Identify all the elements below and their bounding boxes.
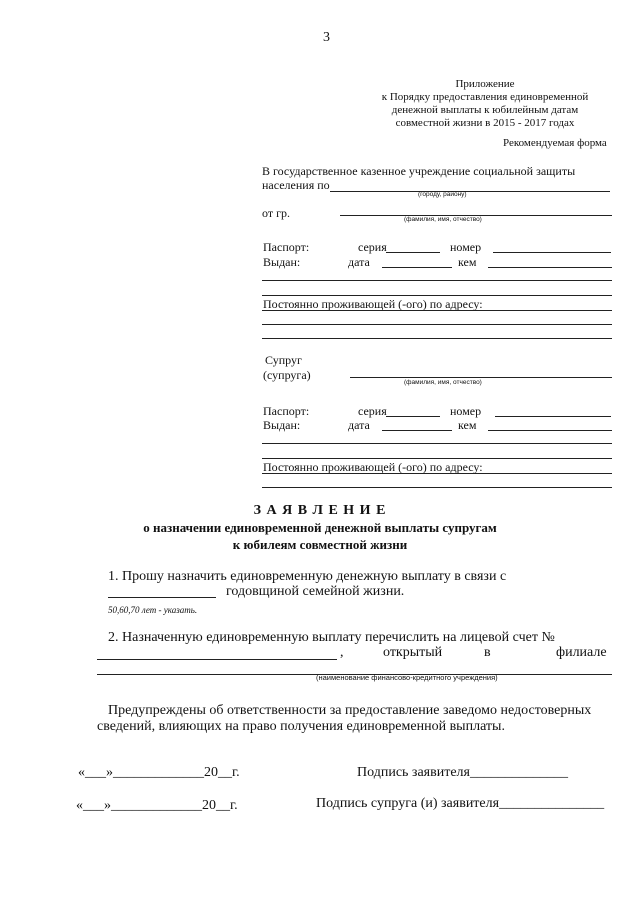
series-label: серия: [358, 240, 387, 254]
number-label: номер: [450, 404, 482, 418]
issued-by-line-2[interactable]: [262, 443, 612, 444]
address-line-2[interactable]: [262, 324, 612, 325]
appendix-block: [370, 78, 600, 130]
appendix-line3: совместной жизни в 2015 - 2017 годах: [395, 117, 575, 129]
separator-line: [262, 458, 612, 459]
document-title: З А Я В Л Е Н И Е: [253, 503, 387, 518]
issued-label: Выдан:: [263, 255, 301, 269]
address-line-1[interactable]: [262, 473, 612, 474]
appendix-line2: денежной выплаты к юбилейным датам: [391, 104, 579, 116]
passport-label: Паспорт:: [263, 240, 310, 254]
hint-spouse-fio: (фамилия, имя, отчество): [404, 379, 482, 386]
date-line[interactable]: [382, 430, 452, 431]
series-label: серия: [358, 404, 387, 418]
applicant-signature[interactable]: Подпись заявителя______________: [357, 765, 568, 780]
applicant-sign-date[interactable]: «___»_____________20__г.: [78, 765, 240, 780]
spouse-label-line1: Супруг: [265, 353, 302, 367]
passport-label: Паспорт:: [263, 404, 310, 418]
item1-note: 50,60,70 лет - указать.: [108, 605, 198, 615]
spouse-signature[interactable]: Подпись супруга (и) заявителя_______________: [316, 796, 605, 811]
document-subtitle-1: о назначении единовременной денежной выплаты супругам: [143, 520, 497, 535]
item2-hint: (наименование финансово-кредитного учреждения): [316, 673, 498, 682]
issued-by-line-2[interactable]: [262, 280, 612, 281]
item2-branch: филиале: [556, 645, 607, 660]
item2-comma: ,: [340, 645, 344, 660]
series-line[interactable]: [386, 416, 440, 417]
item2-opened: открытый: [383, 645, 443, 660]
number-line[interactable]: [495, 416, 611, 417]
issued-by-line[interactable]: [488, 267, 612, 268]
residence-label: Постоянно проживающей (-ого) по адресу:: [263, 297, 483, 311]
issued-label: Выдан:: [263, 418, 301, 432]
number-label: номер: [450, 240, 482, 254]
date-label: дата: [348, 418, 370, 432]
hint-city: (городу, району): [418, 191, 467, 198]
recommended-form-label: Рекомендуемая форма: [503, 137, 607, 149]
appendix-line1: к Порядку предоставления единовременной: [381, 91, 589, 103]
warning-line1: Предупреждены об ответственности за предоставление заведомо недостоверных: [108, 703, 592, 718]
address-line-2[interactable]: [262, 487, 612, 488]
anniversary-years-line[interactable]: [108, 597, 216, 598]
item1-text2: годовщиной семейной жизни.: [226, 584, 405, 599]
address-line-3[interactable]: [262, 338, 612, 339]
item2-in: в: [484, 645, 491, 660]
account-number-line[interactable]: [97, 659, 337, 660]
addressee-line1: В государственное казенное учреждение социальной защиты: [262, 164, 576, 178]
spouse-fio-line[interactable]: [350, 377, 612, 378]
by-label: кем: [458, 255, 477, 269]
document-subtitle-2: к юбилеям совместной жизни: [232, 537, 408, 552]
item1-text: 1. Прошу назначить единовременную денежную выплату в связи с: [108, 569, 507, 584]
address-line-1[interactable]: [262, 310, 612, 311]
appendix-title: Приложение: [455, 78, 515, 90]
addressee-line2: населения по: [262, 178, 330, 192]
item2-text: 2. Назначенную единовременную выплату перечислить на лицевой счет №: [108, 630, 555, 645]
warning-line2: сведений, влияющих на право получения единовременной выплаты.: [97, 719, 505, 734]
by-label: кем: [458, 418, 477, 432]
city-line[interactable]: [330, 191, 610, 192]
date-line[interactable]: [382, 267, 452, 268]
page-number: 3: [323, 30, 330, 45]
separator-line: [262, 295, 612, 296]
spouse-label-line2: (супруга): [263, 368, 311, 382]
hint-fio: (фамилия, имя, отчество): [404, 216, 482, 223]
spouse-sign-date[interactable]: «___»_____________20__г.: [76, 798, 238, 813]
from-label: от гр.: [262, 206, 291, 220]
date-label: дата: [348, 255, 370, 269]
number-line[interactable]: [493, 252, 611, 253]
series-line[interactable]: [386, 252, 440, 253]
residence-label: Постоянно проживающей (-ого) по адресу:: [263, 460, 483, 474]
issued-by-line[interactable]: [488, 430, 612, 431]
